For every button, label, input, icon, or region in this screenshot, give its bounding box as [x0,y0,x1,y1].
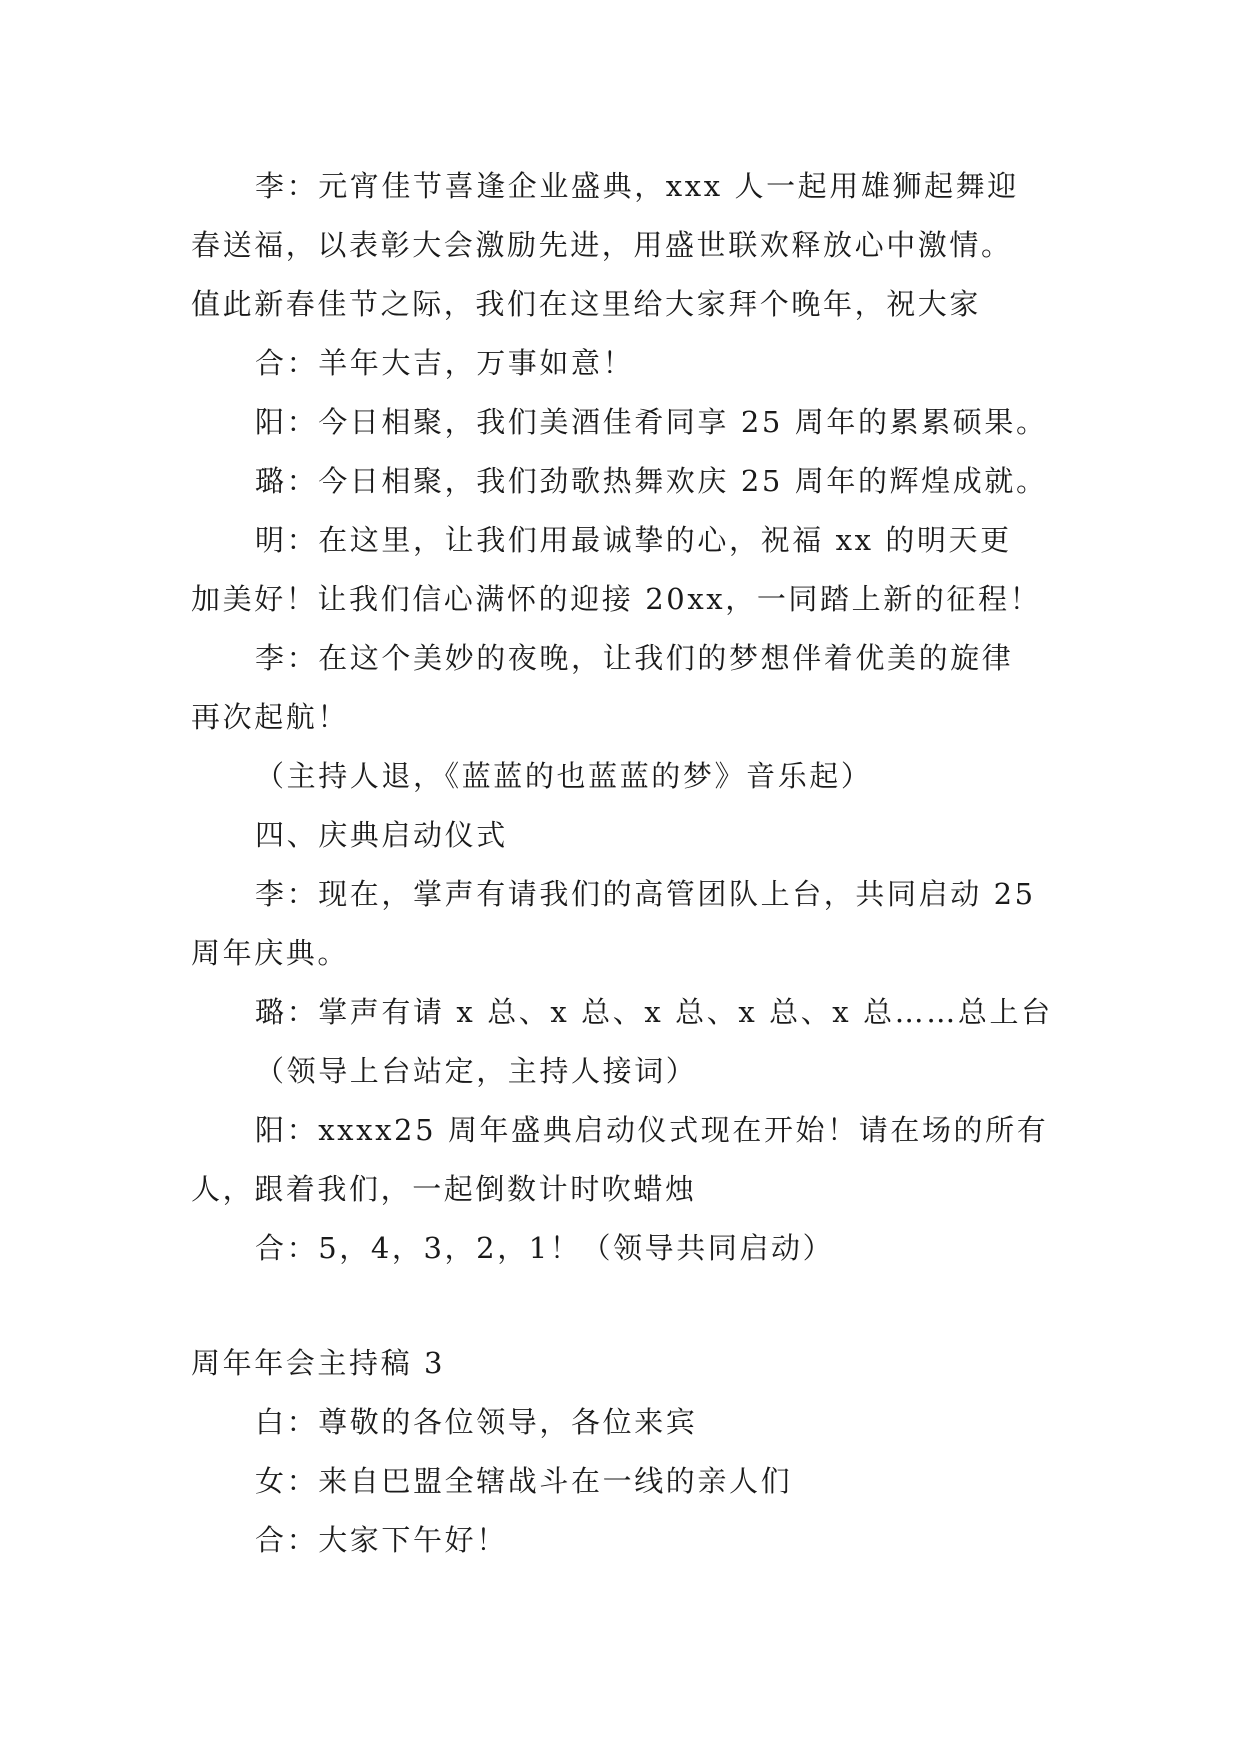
stage-direction: （主持人退，《蓝蓝的也蓝蓝的梦》音乐起） [255,759,873,793]
paragraph-line: 周年庆典。 [191,936,350,970]
paragraph-line: 合：大家下午好！ [255,1523,508,1557]
paragraph-line: 合：羊年大吉，万事如意！ [255,346,635,380]
paragraph-line: 加美好！让我们信心满怀的迎接 20xx，一同踏上新的征程！ [191,582,1042,616]
paragraph-line: 阳：xxxx25 周年盛典启动仪式现在开始！请在场的所有 [255,1113,1049,1147]
paragraph-line: 李：现在，掌声有请我们的高管团队上台，共同启动 25 [255,877,1036,911]
paragraph-line: 值此新春佳节之际，我们在这里给大家拜个晚年，祝大家 [191,287,982,321]
paragraph-line: 再次起航！ [191,700,350,734]
paragraph-line: 璐：掌声有请 x 总、x 总、x 总、x 总、x 总……总上台 [255,995,1053,1029]
paragraph-line: 李：元宵佳节喜逢企业盛典，xxx 人一起用雄狮起舞迎 [255,169,1019,203]
document-body [191,157,1051,1570]
document-subtitle: 周年年会主持稿 3 [191,1346,446,1380]
section-heading: 四、庆典启动仪式 [255,818,508,852]
paragraph-line: 白：尊敬的各位领导，各位来宾 [255,1405,698,1439]
paragraph-line: 阳：今日相聚，我们美酒佳肴同享 25 周年的累累硕果。 [255,405,1048,439]
paragraph-line: 合：5，4，3，2，1！（领导共同启动） [255,1231,835,1265]
section-spacer [191,1278,1051,1334]
paragraph-line: 璐：今日相聚，我们劲歌热舞欢庆 25 周年的辉煌成就。 [255,464,1048,498]
stage-direction: （领导上台站定，主持人接词） [255,1054,698,1088]
paragraph-line: 女：来自巴盟全辖战斗在一线的亲人们 [255,1464,793,1498]
paragraph-line: 李：在这个美妙的夜晚，让我们的梦想伴着优美的旋律 [255,641,1014,675]
paragraph-line: 春送福，以表彰大会激励先进，用盛世联欢释放心中激情。 [191,228,1013,262]
paragraph-line: 人，跟着我们，一起倒数计时吹蜡烛 [191,1172,697,1206]
paragraph-line: 明：在这里，让我们用最诚挚的心，祝福 xx 的明天更 [255,523,1012,557]
